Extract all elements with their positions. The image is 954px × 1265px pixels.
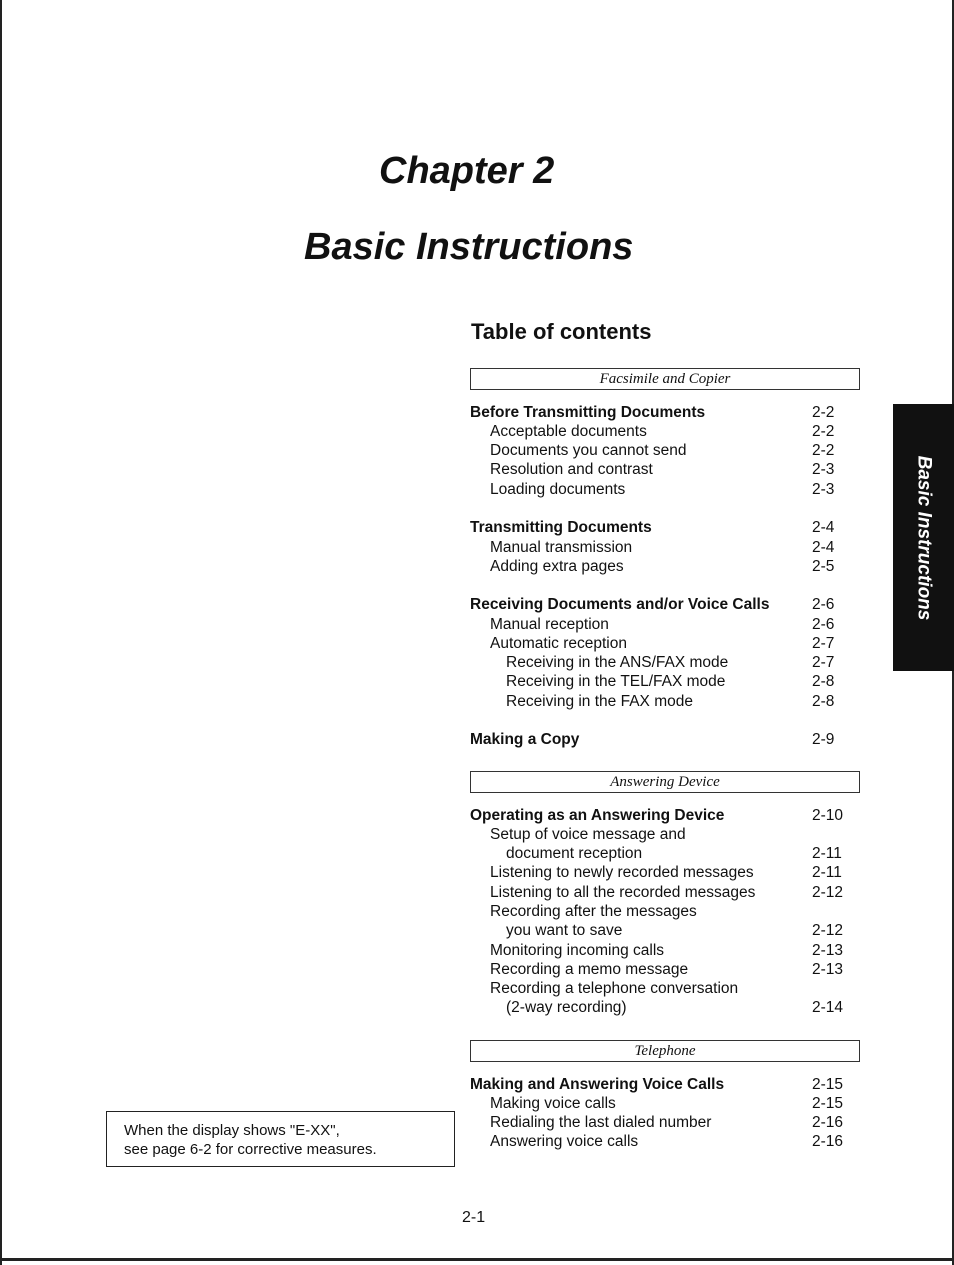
note-line-2: see page 6-2 for corrective measures. (124, 1141, 377, 1158)
toc-entry[interactable] (470, 653, 850, 672)
toc-entry[interactable] (470, 960, 850, 979)
chapter-label: Chapter 2 (379, 150, 555, 192)
toc-entry-page: 2-5 (812, 558, 835, 575)
toc-entry-label: Answering voice calls (490, 1133, 639, 1150)
section-header-telephone: Telephone (470, 1040, 860, 1062)
toc-entry-page: 2-13 (812, 961, 844, 978)
toc-entry-label: Listening to newly recorded messages (490, 864, 754, 881)
toc-entry-label: Automatic reception (490, 635, 627, 652)
toc-entry-label: Transmitting Documents (470, 519, 652, 536)
toc-entry[interactable] (470, 883, 850, 902)
toc-entry-page: 2-16 (812, 1114, 844, 1131)
toc-heading: Table of contents (471, 319, 652, 344)
toc-entry-label: Operating as an Answering Device (470, 807, 725, 824)
toc-entry[interactable] (470, 730, 850, 749)
toc-entry-label: Making and Answering Voice Calls (470, 1076, 725, 1093)
toc-entry-page: 2-14 (812, 999, 844, 1016)
toc-entry-label: Recording a memo message (490, 961, 689, 978)
toc-entry-label: Acceptable documents (490, 423, 647, 440)
note-line-1: When the display shows "E-XX", (124, 1122, 340, 1139)
toc-entry-label: Manual reception (490, 616, 609, 633)
toc-entry-label: you want to save (506, 922, 623, 939)
toc-entry[interactable] (470, 998, 850, 1017)
toc-entry-page: 2-6 (812, 616, 835, 633)
toc-entry[interactable] (470, 1075, 850, 1094)
toc-entry-label: (2-way recording) (506, 999, 627, 1016)
toc-entry[interactable] (470, 480, 850, 499)
toc-entry[interactable] (470, 902, 850, 921)
toc-entry-label: Receiving in the TEL/FAX mode (506, 673, 726, 690)
toc-entry[interactable] (470, 518, 850, 537)
toc-entry-page: 2-4 (812, 519, 835, 536)
toc-entry-label: Making voice calls (490, 1095, 616, 1112)
toc-entry-page: 2-10 (812, 807, 844, 824)
toc-entry-label: Redialing the last dialed number (490, 1114, 712, 1131)
toc-entry[interactable] (470, 941, 850, 960)
toc-entry-page: 2-2 (812, 442, 835, 459)
toc-entry-page: 2-16 (812, 1133, 844, 1150)
toc-entry[interactable] (470, 806, 850, 825)
toc-entry-label: Monitoring incoming calls (490, 942, 665, 959)
toc-entry-label: Documents you cannot send (490, 442, 687, 459)
toc-entry[interactable] (470, 634, 850, 653)
toc-entry-label: Receiving in the ANS/FAX mode (506, 654, 729, 671)
toc-entry-label: Resolution and contrast (490, 461, 653, 478)
toc-entry-label: Manual transmission (490, 539, 633, 556)
toc-entry[interactable] (470, 979, 850, 998)
toc-entry-page: 2-7 (812, 635, 835, 652)
toc-entry-label: document reception (506, 845, 643, 862)
toc-entry-page: 2-2 (812, 404, 835, 421)
toc-entry[interactable] (470, 422, 850, 441)
toc-entry[interactable] (470, 921, 850, 940)
toc-entry-page: 2-3 (812, 461, 835, 478)
toc-entry-page: 2-15 (812, 1076, 844, 1093)
toc-entry[interactable] (470, 863, 850, 882)
toc-entry-page: 2-7 (812, 654, 835, 671)
page-edge-left (0, 0, 2, 1265)
toc-entry-label: Adding extra pages (490, 558, 624, 575)
toc-entry[interactable] (470, 1132, 850, 1151)
toc-entry-label: Before Transmitting Documents (470, 404, 706, 421)
toc-entry-label: Setup of voice message and (490, 826, 686, 843)
toc-entry[interactable] (470, 615, 850, 634)
toc-entry-label: Receiving in the FAX mode (506, 693, 693, 710)
toc-entry-page: 2-2 (812, 423, 835, 440)
toc-entry-page: 2-11 (812, 864, 842, 881)
toc-entry-page: 2-8 (812, 693, 835, 710)
toc-entry-page: 2-3 (812, 481, 835, 498)
toc-entry[interactable] (470, 1113, 850, 1132)
toc-entry-page: 2-8 (812, 673, 835, 690)
error-note-box (106, 1111, 455, 1167)
toc-entry-page: 2-13 (812, 942, 844, 959)
toc-entry[interactable] (470, 844, 850, 863)
side-tab-label: Basic Instructions (913, 455, 935, 620)
toc-entry-label: Recording after the messages (490, 903, 697, 920)
toc-entry-page: 2-4 (812, 539, 835, 556)
toc-entry[interactable] (470, 460, 850, 479)
section-header-answering-device: Answering Device (470, 771, 860, 793)
page-edge-bottom (0, 1258, 954, 1261)
section-header-facsimile: Facsimile and Copier (470, 368, 860, 390)
toc-entry-label: Loading documents (490, 481, 626, 498)
toc-entry[interactable] (470, 441, 850, 460)
toc-entry-page: 2-6 (812, 596, 835, 613)
toc-entry-page: 2-12 (812, 922, 844, 939)
chapter-title: Basic Instructions (304, 226, 634, 268)
toc-entry[interactable] (470, 692, 850, 711)
toc-entry[interactable] (470, 672, 850, 691)
toc-entry-page: 2-15 (812, 1095, 844, 1112)
toc-entry[interactable] (470, 538, 850, 557)
chapter-side-tab (893, 404, 954, 671)
toc-entry[interactable] (470, 403, 850, 422)
toc-entry-label: Listening to all the recorded messages (490, 884, 756, 901)
toc-entry[interactable] (470, 825, 850, 844)
toc-entry[interactable] (470, 557, 850, 576)
toc-entry[interactable] (470, 595, 850, 614)
page-number: 2-1 (462, 1209, 486, 1226)
toc-entry-label: Recording a telephone conversation (490, 980, 739, 997)
toc-entry-page: 2-9 (812, 731, 835, 748)
toc-entry[interactable] (470, 1094, 850, 1113)
toc-entry-page: 2-11 (812, 845, 842, 862)
toc-entry-label: Making a Copy (470, 731, 580, 748)
toc-entry-page: 2-12 (812, 884, 844, 901)
toc-entry-label: Receiving Documents and/or Voice Calls (470, 596, 770, 613)
